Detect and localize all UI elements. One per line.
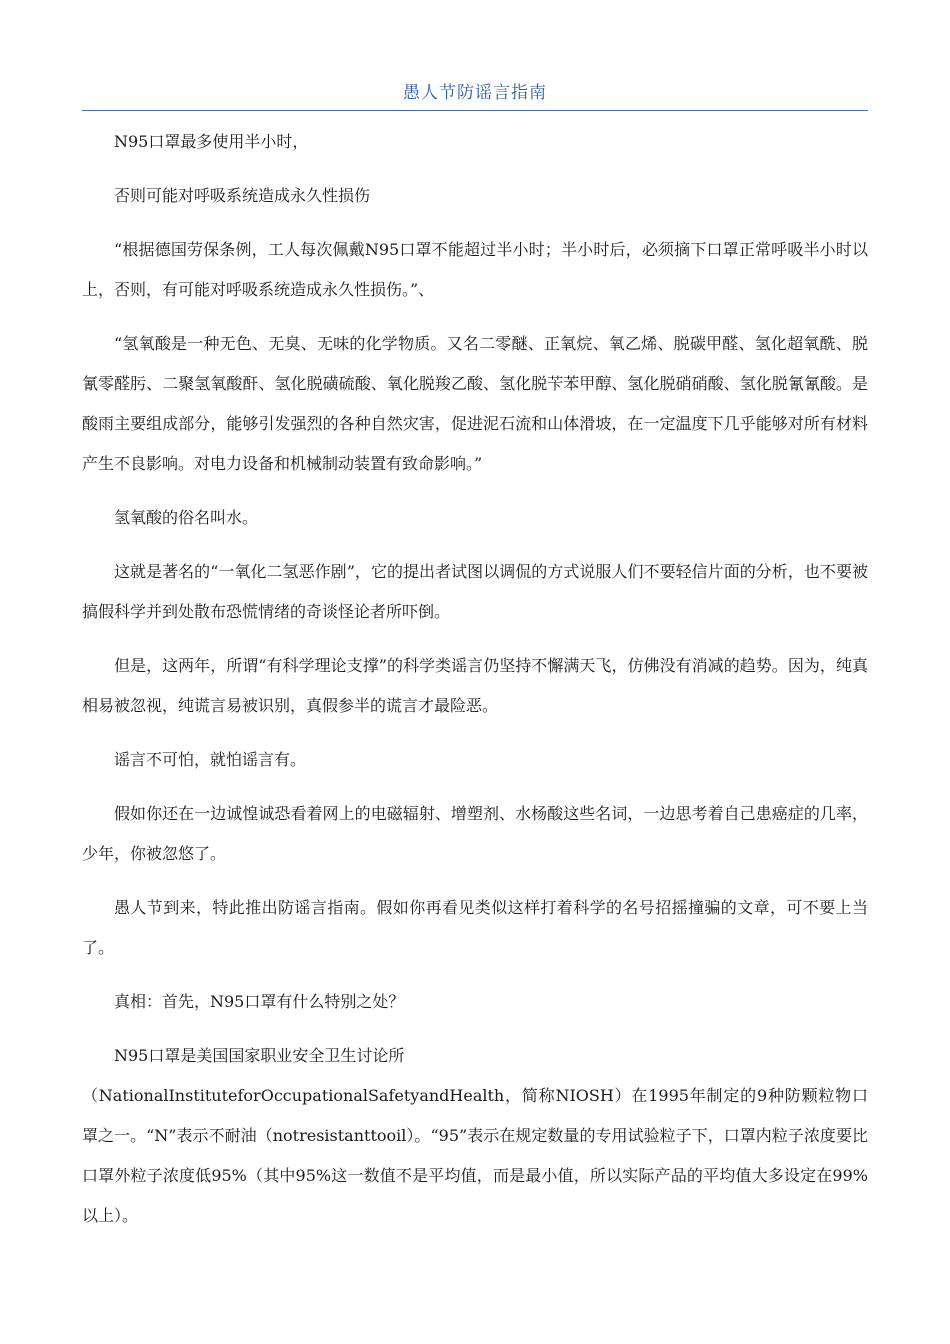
paragraph: “氢氧酸是一种无色、无臭、无味的化学物质。又名二零醚、正氧烷、氧乙烯、脱碳甲醛、氢化超氧酰、脱氰零醛肟、二聚氢氧酸酐、氢化脱磺硫酸、氧化脱羧乙酸、氢化脱苄苯甲醇、氢化脱硝硝酸、氢化脱氰氰酸。是酸雨主要组成部分，能够引发强烈的各种自然灾害，促进泥石流和山体滑坡，在一定温度下几乎能够对所有材料产生不良影响。对电力设备和机械制动装置有致命影响。” xyxy=(82,334,868,473)
paragraph: 谣言不可怕，就怕谣言有。 xyxy=(114,750,307,769)
header-title: 愚人节防谣言指南 xyxy=(403,83,547,103)
paragraph: N95口罩是美国国家职业安全卫生讨论所 xyxy=(114,1046,405,1065)
paragraph: 真相：首先，N95口罩有什么特别之处？ xyxy=(114,992,405,1011)
paragraph: 愚人节到来，特此推出防谣言指南。假如你再看见类似这样打着科学的名号招摇撞骗的文章，可不要上当了。 xyxy=(82,898,868,957)
document-body xyxy=(82,122,868,1236)
paragraph: “根据德国劳保条例，工人每次佩戴N95口罩不能超过半小时；半小时后，必须摘下口罩正常呼吸半小时以上，否则，有可能对呼吸系统造成永久性损伤。”、 xyxy=(82,240,868,299)
paragraph: 氢氧酸的俗名叫水。 xyxy=(114,508,259,527)
page-header xyxy=(82,78,868,111)
paragraph: 但是，这两年，所谓“有科学理论支撑”的科学类谣言仍坚持不懈满天飞，仿佛没有消减的趋势。因为，纯真相易被忽视，纯谎言易被识别，真假参半的谎言才最险恶。 xyxy=(82,656,868,715)
paragraph: 否则可能对呼吸系统造成永久性损伤 xyxy=(114,186,371,205)
paragraph: N95口罩最多使用半小时， xyxy=(114,132,309,151)
paragraph: 这就是著名的“一氧化二氢恶作剧”，它的提出者试图以调侃的方式说服人们不要轻信片面的分析，也不要被搞假科学并到处散布恐慌情绪的奇谈怪论者所吓倒。 xyxy=(82,562,868,621)
paragraph: 假如你还在一边诚惶诚恐看着网上的电磁辐射、增塑剂、水杨酸这些名词，一边思考着自己患癌症的几率，少年，你被忽悠了。 xyxy=(82,804,868,863)
paragraph: （NationalInstituteforOccupationalSafetyandHealth，简称NIOSH）在1995年制定的9种防颗粒物口罩之一。“N”表示不耐油（notresistanttooil）。“95”表示在规定数量的专用试验粒子下，口罩内粒子浓度要比口罩外粒子浓度低95%（其中95%这一数值不是平均值，而是最小值，所以实际产品的平均值大多设定在99%以上）。 xyxy=(82,1086,868,1225)
